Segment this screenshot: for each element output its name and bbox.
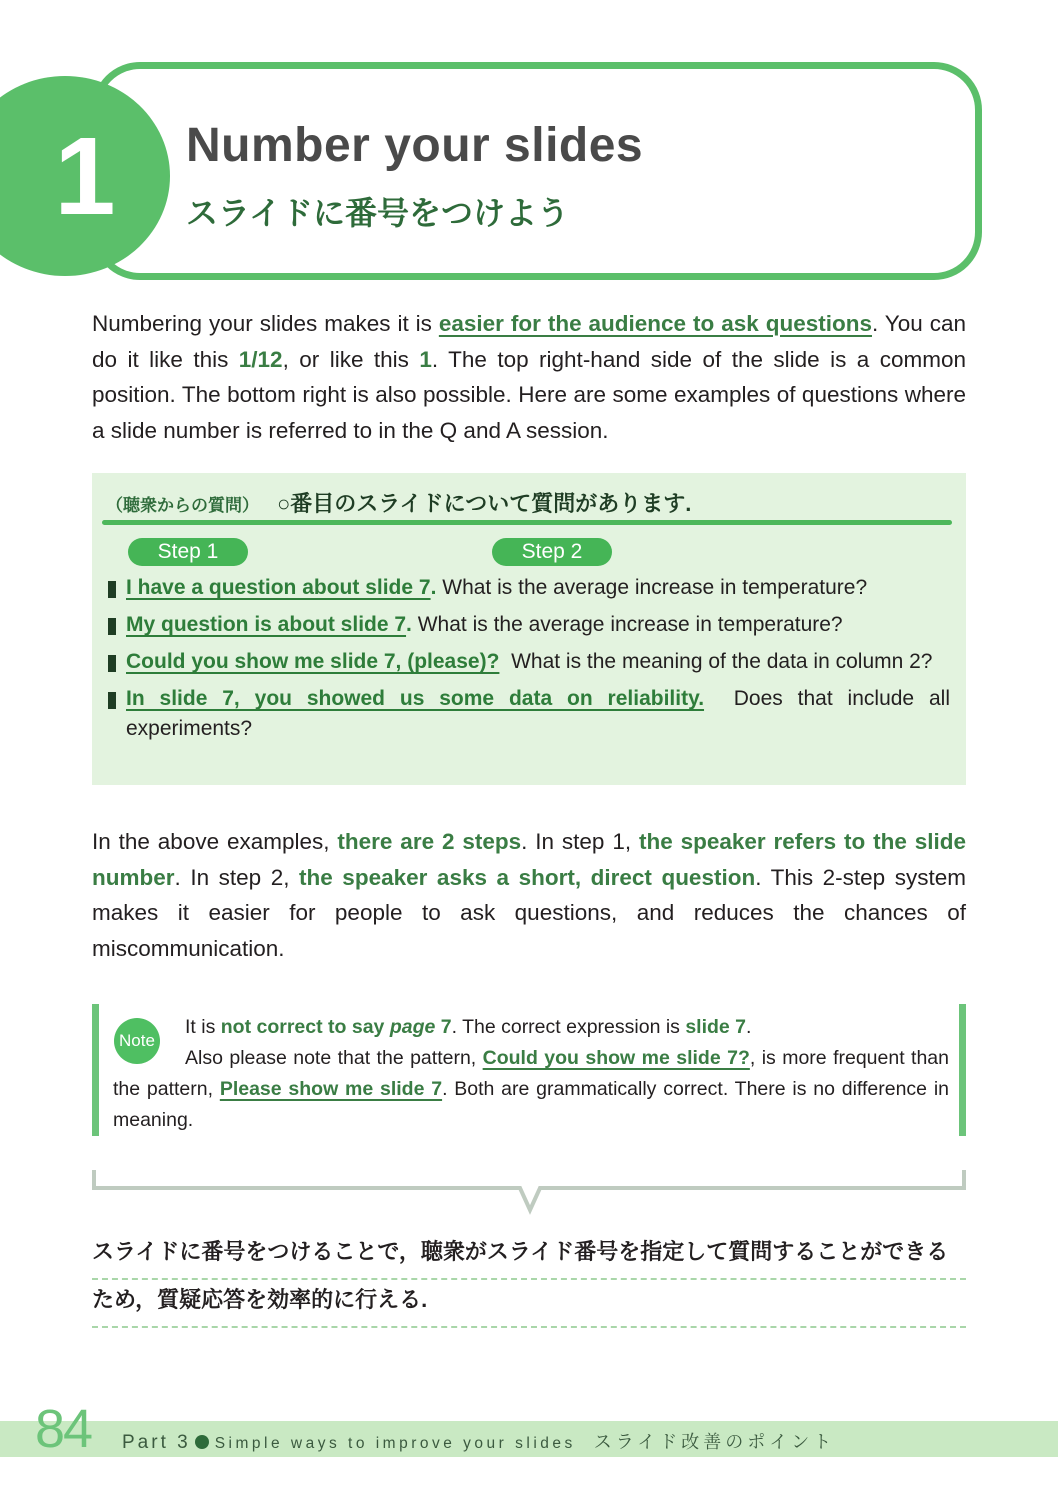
summary-line-1: スライドに番号をつけることで，聴衆がスライド番号を指定して質問することができる <box>92 1232 966 1280</box>
highlight: slide 7 <box>685 1016 747 1038</box>
example-item <box>104 647 950 677</box>
highlight: 7 <box>435 1016 452 1038</box>
step1-pill: Step 1 <box>128 538 248 566</box>
section-title: Number your slides <box>186 119 644 172</box>
example-questions-box <box>92 473 966 785</box>
step1-phrase: Could you show me slide 7, (please)? <box>126 650 500 673</box>
page-number: 84 <box>35 1399 92 1459</box>
intro-paragraph <box>92 306 966 448</box>
section-number: 1 <box>54 114 116 238</box>
text: . In step 1, <box>521 829 639 854</box>
text: It is <box>185 1016 221 1038</box>
summary-line-2: ため，質疑応答を効率的に行える. <box>92 1280 966 1328</box>
highlight: Please show me slide 7 <box>219 1078 443 1100</box>
highlight-example-number: 1 <box>419 346 432 372</box>
text: , or like this <box>282 346 420 372</box>
note-box <box>92 1004 966 1136</box>
step2-pill: Step 2 <box>492 538 612 566</box>
highlight: the speaker refers to the slide number <box>92 829 966 890</box>
highlight: the speaker asks a short, direct question <box>299 864 756 890</box>
text: . In step 2, <box>174 864 300 890</box>
heading-main: ○番目のスライドについて質問があります. <box>277 491 692 516</box>
example-list <box>104 573 956 751</box>
example-item <box>104 573 950 603</box>
sep: . <box>406 613 412 636</box>
bullet-dot-icon <box>195 1435 209 1449</box>
text: . <box>746 1016 752 1038</box>
highlight: easier for the audience to ask questions <box>438 311 872 336</box>
highlight: not correct to say <box>220 1016 390 1038</box>
step2-question: What is the meaning of the data in column 2? <box>499 650 933 673</box>
note-badge-icon: Note <box>114 1018 160 1064</box>
note-line-2 <box>113 1043 949 1136</box>
step2-question: Does that include all experiments? <box>126 687 956 740</box>
highlight: there are 2 steps <box>337 829 522 854</box>
summary-bracket <box>92 1170 966 1218</box>
text: , is more frequent than the pattern, <box>113 1047 949 1100</box>
section-title-japanese: スライドに番号をつけよう <box>186 195 570 231</box>
example-box-heading <box>106 487 691 518</box>
step1-phrase: My question is about slide 7 <box>126 613 407 636</box>
example-item <box>104 610 950 640</box>
step2-question: What is the average increase in temperature? <box>411 613 843 636</box>
explanation-paragraph <box>92 824 966 966</box>
sep: . <box>430 576 437 599</box>
example-item <box>104 684 956 744</box>
highlight: Could you show me slide 7? <box>482 1047 750 1069</box>
text: Also please note that the pattern, <box>185 1047 483 1069</box>
part-subtitle: Simple ways to improve your slides <box>214 1435 576 1452</box>
step1-phrase: I have a question about slide 7 <box>126 576 431 599</box>
heading-label: （聴衆からの質問） <box>106 496 259 515</box>
highlight-italic: page <box>389 1016 436 1038</box>
part-subtitle-japanese: スライド改善のポイント <box>593 1432 836 1452</box>
part-label: Part 3 <box>122 1432 191 1453</box>
step1-phrase: In slide 7, you showed us some data on reliability. <box>126 687 705 710</box>
note-text <box>113 1012 949 1136</box>
text: In the above examples, <box>92 829 338 854</box>
heading-divider <box>102 520 952 525</box>
text: . The correct expression is <box>451 1016 686 1038</box>
text: You can do it like this <box>92 311 967 372</box>
text: Numbering your slides makes it is <box>92 311 439 336</box>
note-line-1 <box>113 1012 949 1043</box>
step2-question: What is the average increase in temperature? <box>436 576 868 599</box>
text: . Both are grammatically correct. There is no difference in meaning. <box>113 1078 949 1131</box>
text: . The top right-hand side of the slide is a common position. The bottom right is also possible. Here are some examples of questions where a slide number is referred to in the Q and A session. <box>92 346 966 443</box>
highlight-example-fraction: 1/12 <box>238 346 283 372</box>
text: . <box>871 311 879 336</box>
footer-running-head <box>122 1428 835 1454</box>
text: . This 2-step system makes it easier for people to ask questions, and reduces the chances of miscommunication. <box>92 864 966 961</box>
